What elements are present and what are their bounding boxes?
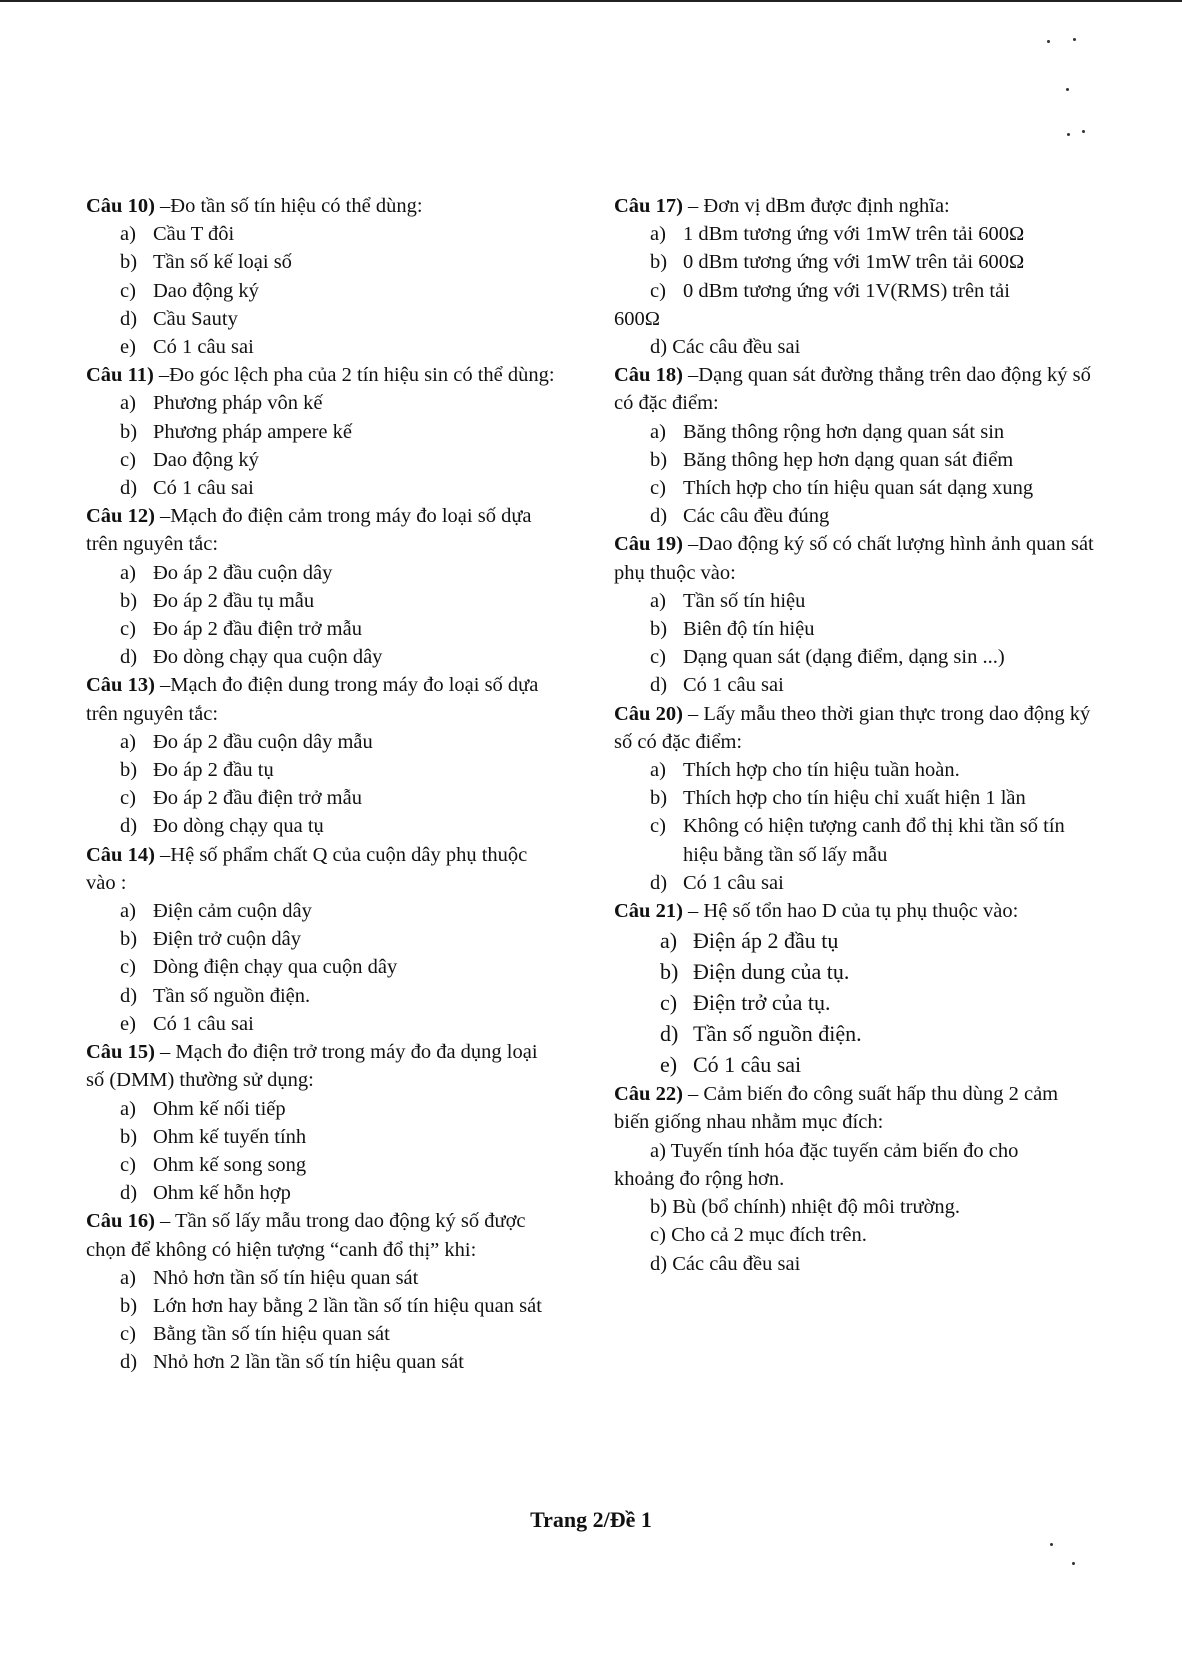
option-text: Ohm kế hỗn hợp bbox=[153, 1182, 291, 1205]
option-text: Tần số nguồn điện. bbox=[153, 984, 311, 1007]
answer-option bbox=[86, 615, 556, 643]
question-number: Câu 18) bbox=[614, 364, 683, 387]
answer-option bbox=[86, 784, 556, 812]
question-prompt bbox=[614, 192, 1094, 220]
option-text: Đo áp 2 đầu tụ bbox=[153, 759, 274, 782]
option-letter: b) bbox=[120, 1294, 138, 1317]
option-list bbox=[614, 418, 1094, 531]
option-letter: d) bbox=[120, 815, 138, 838]
answer-option bbox=[614, 446, 1094, 474]
option-letter: d) bbox=[660, 1021, 679, 1047]
option-letter: a) bbox=[120, 900, 136, 923]
option-text: Tuyến tính hóa đặc tuyến cảm biến đo cho bbox=[670, 1139, 1019, 1162]
question-number: Câu 15) bbox=[86, 1041, 155, 1064]
option-list bbox=[86, 389, 556, 502]
question-prompt bbox=[86, 1038, 556, 1094]
answer-option bbox=[614, 1137, 1094, 1165]
option-text: Biên độ tín hiệu bbox=[683, 618, 815, 641]
question-text: –Dạng quan sát đường thẳng trên dao động ký số có đặc điểm: bbox=[614, 364, 1091, 415]
option-text: Phương pháp vôn kế bbox=[153, 392, 323, 415]
option-letter: a) bbox=[650, 589, 666, 612]
answer-option bbox=[86, 1292, 556, 1320]
option-letter: b) bbox=[120, 589, 138, 612]
option-text: Không có hiện tượng canh đổ thị khi tần số tín hiệu bằng tần số lấy mẫu bbox=[683, 815, 1065, 866]
answer-option bbox=[86, 446, 556, 474]
option-text: Nhỏ hơn 2 lần tần số tín hiệu quan sát bbox=[153, 1351, 464, 1374]
answer-option bbox=[614, 1049, 1094, 1080]
answer-option bbox=[614, 812, 1094, 868]
option-text: Lớn hơn hay bằng 2 lần tần số tín hiệu quan sát bbox=[153, 1294, 542, 1317]
answer-option bbox=[86, 248, 556, 276]
option-letter: b) bbox=[120, 251, 138, 274]
answer-option bbox=[86, 643, 556, 671]
question-text: –Đo tần số tín hiệu có thể dùng: bbox=[154, 195, 423, 217]
option-text: Có 1 câu sai bbox=[153, 336, 254, 359]
question-text: –Mạch đo điện dung trong máy đo loại số dựa trên nguyên tắc: bbox=[86, 674, 539, 725]
answer-option bbox=[86, 1348, 556, 1376]
option-text: Điện cảm cuộn dây bbox=[153, 900, 312, 923]
option-letter: c) bbox=[660, 990, 678, 1016]
answer-option bbox=[614, 474, 1094, 502]
answer-option bbox=[86, 1264, 556, 1292]
option-text: Cầu Sauty bbox=[153, 307, 238, 330]
option-text: Thích hợp cho tín hiệu quan sát dạng xung bbox=[683, 477, 1034, 500]
option-letter: c) bbox=[120, 956, 136, 979]
right-column bbox=[614, 192, 1094, 1278]
option-letter: c) bbox=[120, 618, 136, 641]
answer-option bbox=[614, 756, 1094, 784]
option-text: Có 1 câu sai bbox=[693, 1052, 802, 1078]
option-text: Cầu T đôi bbox=[153, 223, 235, 246]
question-number: Câu 20) bbox=[614, 702, 683, 725]
option-letter: b) bbox=[650, 1196, 668, 1219]
option-text: Cho cả 2 mục đích trên. bbox=[671, 1224, 867, 1247]
option-text: Đo áp 2 đầu cuộn dây bbox=[153, 561, 333, 584]
option-text: 0 dBm tương ứng với 1V(RMS) trên tải bbox=[683, 279, 1010, 302]
question-text: – Tần số lấy mẫu trong dao động ký số được chọn để không có hiện tượng “canh đổ thị” khi: bbox=[86, 1210, 526, 1261]
answer-option bbox=[614, 587, 1094, 615]
question-text: –Dao động ký số có chất lượng hình ảnh quan sát phụ thuộc vào: bbox=[614, 533, 1094, 584]
scan-speck bbox=[1066, 88, 1069, 91]
question-prompt bbox=[86, 361, 556, 389]
question-text: – Mạch đo điện trở trong máy đo đa dụng loại số (DMM) thường sử dụng: bbox=[86, 1041, 538, 1092]
option-text: Tần số nguồn điện. bbox=[693, 1021, 862, 1047]
option-letter: b) bbox=[650, 251, 668, 274]
answer-option bbox=[86, 1151, 556, 1179]
option-text: Đo áp 2 đầu điện trở mẫu bbox=[153, 618, 362, 641]
question-text: –Mạch đo điện cảm trong máy đo loại số dựa trên nguyên tắc: bbox=[86, 505, 532, 556]
answer-option bbox=[86, 559, 556, 587]
scan-speck bbox=[1047, 40, 1050, 43]
option-letter: b) bbox=[650, 448, 668, 471]
left-column bbox=[86, 192, 556, 1377]
answer-option bbox=[614, 1018, 1094, 1049]
option-letter: a) bbox=[650, 1139, 666, 1162]
option-letter: a) bbox=[120, 730, 136, 753]
option-text: Đo dòng chạy qua cuộn dây bbox=[153, 646, 383, 669]
option-letter: c) bbox=[650, 646, 666, 669]
option-letter: d) bbox=[650, 1252, 668, 1275]
option-letter: b) bbox=[650, 787, 668, 810]
answer-option bbox=[614, 671, 1094, 699]
option-letter: a) bbox=[120, 223, 136, 246]
question-number: Câu 21) bbox=[614, 900, 683, 923]
option-text: Dao động ký bbox=[153, 448, 259, 471]
answer-option bbox=[614, 502, 1094, 530]
answer-option bbox=[614, 784, 1094, 812]
option-text: Băng thông hẹp hơn dạng quan sát điểm bbox=[683, 448, 1014, 471]
question-number: Câu 19) bbox=[614, 533, 683, 556]
question-text: – Đơn vị dBm được định nghĩa: bbox=[682, 195, 950, 217]
option-text: Đo dòng chạy qua tụ bbox=[153, 815, 324, 838]
option-letter: a) bbox=[660, 928, 678, 954]
option-letter: e) bbox=[120, 1012, 136, 1035]
option-letter: c) bbox=[650, 1224, 666, 1247]
question-block bbox=[614, 361, 1094, 530]
option-letter: d) bbox=[120, 1182, 138, 1205]
option-text: Đo áp 2 đầu tụ mẫu bbox=[153, 589, 315, 612]
option-text: Tần số tín hiệu bbox=[683, 589, 806, 612]
option-letter: b) bbox=[120, 1125, 138, 1148]
question-number: Câu 10) bbox=[86, 195, 155, 217]
option-text: Băng thông rộng hơn dạng quan sát sin bbox=[683, 420, 1005, 443]
option-letter: a) bbox=[650, 420, 666, 443]
answer-option bbox=[86, 756, 556, 784]
answer-option bbox=[614, 987, 1094, 1018]
option-text: Thích hợp cho tín hiệu tuần hoàn. bbox=[683, 759, 960, 782]
question-prompt bbox=[86, 671, 556, 727]
question-prompt bbox=[614, 700, 1094, 756]
option-list bbox=[86, 1095, 556, 1208]
option-letter: c) bbox=[120, 1153, 136, 1176]
scan-speck bbox=[1067, 133, 1070, 136]
question-block bbox=[86, 1038, 556, 1207]
answer-option bbox=[86, 1010, 556, 1038]
question-number: Câu 17) bbox=[614, 195, 683, 217]
question-block bbox=[86, 502, 556, 671]
answer-option bbox=[614, 956, 1094, 987]
answer-option bbox=[86, 277, 556, 305]
option-letter: b) bbox=[120, 420, 138, 443]
scan-speck bbox=[1072, 1562, 1075, 1565]
answer-option bbox=[86, 587, 556, 615]
option-text: Điện áp 2 đầu tụ bbox=[693, 928, 839, 954]
option-letter: d) bbox=[120, 307, 138, 330]
question-prompt bbox=[614, 1080, 1094, 1136]
question-block bbox=[614, 530, 1094, 699]
answer-option bbox=[86, 1123, 556, 1151]
option-letter: c) bbox=[120, 787, 136, 810]
answer-option bbox=[86, 953, 556, 981]
option-letter: e) bbox=[660, 1052, 678, 1078]
option-text: Các câu đều sai bbox=[672, 336, 801, 359]
option-text: Các câu đều sai bbox=[672, 1252, 801, 1275]
scan-speck bbox=[1073, 38, 1076, 41]
answer-option bbox=[86, 305, 556, 333]
option-list bbox=[614, 587, 1094, 700]
top-border bbox=[0, 0, 1182, 2]
answer-option bbox=[614, 418, 1094, 446]
option-text: Điện trở cuộn dây bbox=[153, 928, 302, 951]
option-list bbox=[86, 559, 556, 672]
option-text: Điện dung của tụ. bbox=[693, 959, 850, 985]
option-text: Điện trở của tụ. bbox=[693, 990, 831, 1016]
option-continuation: khoảng đo rộng hơn. bbox=[614, 1167, 785, 1190]
question-text: –Đo góc lệch pha của 2 tín hiệu sin có thể dùng: bbox=[153, 364, 555, 387]
option-letter: a) bbox=[120, 1266, 136, 1289]
question-prompt bbox=[614, 897, 1094, 925]
option-text: Ohm kế song song bbox=[153, 1153, 307, 1176]
option-text: Tần số kế loại số bbox=[153, 251, 292, 274]
option-letter: c) bbox=[120, 279, 136, 302]
question-number: Câu 11) bbox=[86, 364, 154, 387]
question-block bbox=[86, 192, 556, 361]
option-list bbox=[86, 897, 556, 1038]
option-letter: b) bbox=[650, 618, 668, 641]
option-letter: b) bbox=[120, 928, 138, 951]
answer-option bbox=[614, 333, 1094, 361]
question-number: Câu 14) bbox=[86, 843, 155, 866]
answer-option bbox=[614, 925, 1094, 956]
page-footer: Trang 2/Đề 1 bbox=[530, 1507, 652, 1532]
option-letter: d) bbox=[120, 477, 138, 500]
question-block bbox=[86, 671, 556, 840]
question-number: Câu 22) bbox=[614, 1083, 683, 1106]
option-list bbox=[86, 728, 556, 841]
option-letter: b) bbox=[660, 959, 679, 985]
option-text: Ohm kế tuyến tính bbox=[153, 1125, 307, 1148]
option-letter: a) bbox=[120, 1097, 136, 1120]
answer-option bbox=[614, 1193, 1094, 1221]
option-letter: a) bbox=[650, 759, 666, 782]
answer-option bbox=[614, 615, 1094, 643]
option-text: Dao động ký bbox=[153, 279, 259, 302]
option-letter: d) bbox=[650, 674, 668, 697]
answer-option bbox=[86, 925, 556, 953]
scan-speck bbox=[1082, 130, 1085, 133]
option-letter: a) bbox=[120, 561, 136, 584]
answer-option bbox=[86, 728, 556, 756]
option-text: Dạng quan sát (dạng điểm, dạng sin ...) bbox=[683, 646, 1005, 669]
option-text: Đo áp 2 đầu điện trở mẫu bbox=[153, 787, 362, 810]
option-letter: d) bbox=[650, 871, 668, 894]
question-prompt bbox=[614, 530, 1094, 586]
question-prompt bbox=[614, 361, 1094, 417]
answer-option bbox=[614, 248, 1094, 276]
answer-option bbox=[86, 1095, 556, 1123]
answer-option bbox=[86, 897, 556, 925]
option-letter: c) bbox=[120, 1323, 136, 1346]
question-block bbox=[614, 897, 1094, 1080]
option-text: Đo áp 2 đầu cuộn dây mẫu bbox=[153, 730, 373, 753]
answer-option bbox=[86, 812, 556, 840]
option-text: Thích hợp cho tín hiệu chỉ xuất hiện 1 lần bbox=[683, 787, 1026, 810]
option-text: Phương pháp ampere kế bbox=[153, 420, 352, 443]
option-text: Các câu đều đúng bbox=[683, 505, 830, 528]
answer-option bbox=[614, 277, 1094, 305]
question-block bbox=[86, 1207, 556, 1376]
option-list bbox=[86, 220, 556, 361]
option-letter: d) bbox=[120, 646, 138, 669]
option-list bbox=[614, 220, 1094, 305]
question-prompt bbox=[86, 192, 556, 220]
option-list bbox=[614, 925, 1094, 1080]
question-number: Câu 16) bbox=[86, 1210, 155, 1233]
question-prompt bbox=[86, 502, 556, 558]
option-letter: a) bbox=[650, 223, 666, 246]
option-continuation: 600Ω bbox=[614, 307, 660, 330]
question-block bbox=[614, 192, 1094, 361]
option-text: Bù (bổ chính) nhiệt độ môi trường. bbox=[672, 1196, 961, 1219]
question-number: Câu 12) bbox=[86, 505, 155, 528]
question-text: – Cảm biến đo công suất hấp thu dùng 2 cảm biến giống nhau nhằm mục đích: bbox=[614, 1083, 1059, 1134]
answer-option bbox=[86, 982, 556, 1010]
answer-option bbox=[86, 389, 556, 417]
question-number: Câu 13) bbox=[86, 674, 155, 697]
scan-speck bbox=[1050, 1543, 1053, 1546]
question-block bbox=[86, 361, 556, 502]
option-text: 1 dBm tương ứng với 1mW trên tải 600Ω bbox=[683, 223, 1025, 246]
question-block bbox=[614, 700, 1094, 897]
option-text: Nhỏ hơn tần số tín hiệu quan sát bbox=[153, 1266, 419, 1289]
answer-option bbox=[86, 418, 556, 446]
answer-option bbox=[614, 220, 1094, 248]
option-letter: d) bbox=[650, 336, 668, 359]
answer-option bbox=[86, 220, 556, 248]
option-text: Ohm kế nối tiếp bbox=[153, 1097, 286, 1120]
question-prompt bbox=[86, 1207, 556, 1263]
answer-option bbox=[614, 869, 1094, 897]
option-text: Có 1 câu sai bbox=[153, 477, 254, 500]
option-letter: d) bbox=[120, 984, 138, 1007]
option-letter: c) bbox=[650, 279, 666, 302]
option-letter: e) bbox=[120, 336, 136, 359]
option-text: Bằng tần số tín hiệu quan sát bbox=[153, 1323, 390, 1346]
option-text: Dòng điện chạy qua cuộn dây bbox=[153, 956, 398, 979]
question-prompt bbox=[86, 841, 556, 897]
option-text: Có 1 câu sai bbox=[683, 674, 784, 697]
answer-option bbox=[86, 474, 556, 502]
option-text: Có 1 câu sai bbox=[153, 1012, 254, 1035]
option-letter: c) bbox=[120, 448, 136, 471]
option-letter: a) bbox=[120, 392, 136, 415]
answer-option bbox=[86, 1179, 556, 1207]
question-block bbox=[86, 841, 556, 1038]
option-text: 0 dBm tương ứng với 1mW trên tải 600Ω bbox=[683, 251, 1025, 274]
answer-option bbox=[614, 1221, 1094, 1249]
option-letter: c) bbox=[650, 815, 666, 838]
answer-option bbox=[86, 333, 556, 361]
answer-option bbox=[614, 1250, 1094, 1278]
option-letter: b) bbox=[120, 759, 138, 782]
option-text: Có 1 câu sai bbox=[683, 871, 784, 894]
answer-option bbox=[614, 643, 1094, 671]
question-text: – Lấy mẫu theo thời gian thực trong dao động ký số có đặc điểm: bbox=[614, 702, 1091, 753]
option-list bbox=[86, 1264, 556, 1377]
question-text: –Hệ số phẩm chất Q của cuộn dây phụ thuộc vào : bbox=[86, 843, 528, 894]
option-list bbox=[614, 756, 1094, 897]
option-letter: d) bbox=[650, 505, 668, 528]
option-letter: d) bbox=[120, 1351, 138, 1374]
question-text: – Hệ số tổn hao D của tụ phụ thuộc vào: bbox=[682, 900, 1019, 923]
answer-option bbox=[86, 1320, 556, 1348]
option-letter: c) bbox=[650, 477, 666, 500]
question-block bbox=[614, 1080, 1094, 1277]
